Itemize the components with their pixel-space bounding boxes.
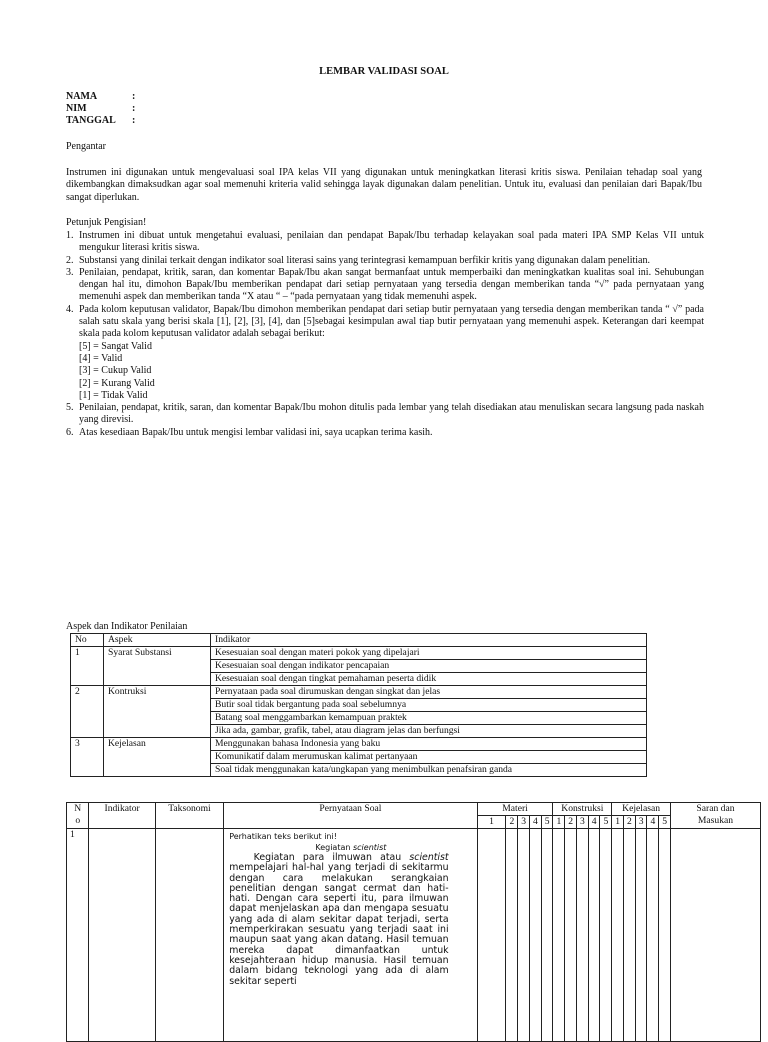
list-item (66, 230, 704, 255)
header-no (67, 803, 89, 829)
list-item (66, 304, 704, 402)
scale-number: 5 (659, 816, 671, 829)
intro-paragraph: Instrumen ini digunakan untuk mengevaluasi soal IPA kelas VII yang digunakan untuk meningkatkan literasi kritis siswa. Penilaian tehadap soal yang dikembangkan dimaksudkan agar soal memenuhi kriteria valid sehingga layak digunakan dalam penelitian. Untuk itu, evaluasi dan penilaian dari Bapak/Ibu sangat diperlukan. (66, 167, 702, 203)
scale-item: [3] = Cukup Valid (79, 365, 152, 377)
indikator-cell: Pernyataan pada soal dirumuskan dengan singkat dan jelas (211, 686, 647, 699)
header-saran-bottom: Masukan (697, 815, 734, 826)
identity-sep: : (132, 115, 136, 126)
soal-title-italic: scientist (352, 843, 387, 852)
identity-sep: : (132, 91, 136, 102)
aspek-no: 3 (71, 738, 104, 777)
scale-number: 2 (506, 816, 518, 829)
header-materi: Materi (477, 803, 553, 816)
soal-title-prefix: Kegiatan (315, 843, 353, 852)
aspek-name: Syarat Substansi (104, 647, 211, 686)
scale-number: 5 (541, 816, 553, 829)
header-indikator: Indikator (211, 634, 647, 647)
list-number: 4. (66, 303, 74, 315)
scale-number: 1 (612, 816, 624, 829)
indikator-cell: Batang soal menggambarkan kemampuan praktek (211, 712, 647, 725)
petunjuk-heading: Petunjuk Pengisian! (66, 217, 147, 228)
table-header-row (71, 634, 647, 647)
list-number: 6. (66, 426, 74, 438)
scale-number: 1 (477, 816, 506, 829)
identity-nim (66, 103, 135, 115)
aspek-caption: Aspek dan Indikator Penilaian (66, 621, 188, 632)
validation-table (66, 802, 761, 1042)
saran-input-cell[interactable] (670, 829, 760, 1042)
indikator-cell: Butir soal tidak bergantung pada soal sebelumnya (211, 699, 647, 712)
scale-number: 1 (553, 816, 565, 829)
konstruksi-score-2[interactable] (565, 829, 577, 1042)
document-title: LEMBAR VALIDASI SOAL (319, 66, 449, 77)
table-row (67, 829, 761, 1042)
header-konstruksi: Konstruksi (553, 803, 612, 816)
indikator-cell: Kesesuaian soal dengan materi pokok yang dipelajari (211, 647, 647, 660)
header-kejelasan: Kejelasan (612, 803, 671, 816)
materi-score-5[interactable] (541, 829, 553, 1042)
identity-nama (66, 91, 135, 103)
materi-score-4[interactable] (529, 829, 541, 1042)
soal-para-part: mempelajari hal-hal yang terjadi di sekitarmu dengan cara melakukan serangkaian penelitian dengan sangat cermat dan hati-hati. Dengan cara seperti itu, para ilmuwan dapat menjelaskan apa dan mengapa sesuatu yang ada di alam sekitar dapat terjadi, serta memperkirakan sesuatu yang terjadi saat ini maupun saat yang akan datang. Hasil temuan mereka dapat dimanfaatkan untuk kesejahteraan hidup manusia. Hasil temuan dalam bidang teknologi yang ada di alam sekitar seperti (229, 862, 449, 987)
indikator-cell: Soal tidak menggunakan kata/ungkapan yang menimbulkan penafsiran ganda (211, 764, 647, 777)
table-row (71, 686, 647, 699)
list-text: Pada kolom keputusan validator, Bapak/Ibu dimohon memberikan pendapat dari setiap butir pernyataan yang tersedia dengan memberikan tanda “ √” pada salah satu skala yang berisi skala [1], [2], [3], [4], dan [5]sebagai kesimpulan awal tiap butir pernyataan yang memenuhi aspek. Keterangan dari keempat skala pada kolom keputusan validator adalah sebagai berikut: (79, 303, 704, 340)
identity-tanggal (66, 115, 135, 127)
header-indikator: Indikator (89, 803, 155, 829)
list-number: 1. (66, 230, 74, 241)
indikator-cell: Komunikatif dalam merumuskan kalimat pertanyaan (211, 751, 647, 764)
header-pernyataan: Pernyataan Soal (224, 803, 477, 829)
scale-number: 4 (529, 816, 541, 829)
soal-intro: Perhatikan teks berikut ini! (229, 832, 337, 841)
scale-number: 2 (623, 816, 635, 829)
list-number: 3. (66, 266, 74, 278)
list-number: 5. (66, 402, 74, 414)
list-text: Instrumen ini dibuat untuk mengetahui evaluasi, penilaian dan pendapat Bapak/Ibu terhadap kelayakan soal pada materi IPA SMP Kelas VII untuk mengukur literasi kritis siswa. (79, 230, 704, 254)
list-text: Penilaian, pendapat, kritik, saran, dan komentar Bapak/Ibu mohon ditulis pada lembar yang telah disediakan atau menuliskan secara langsung pada naskah yang direvisi. (79, 402, 704, 426)
konstruksi-score-4[interactable] (588, 829, 600, 1042)
header-aspek: Aspek (104, 634, 211, 647)
header-saran-top: Saran dan (696, 803, 735, 814)
aspek-name: Kejelasan (104, 738, 211, 777)
scale-item: [1] = Tidak Valid (79, 389, 148, 401)
aspek-name: Kontruksi (104, 686, 211, 738)
identity-label: TANGGAL (66, 115, 116, 126)
konstruksi-score-1[interactable] (553, 829, 565, 1042)
kejelasan-score-2[interactable] (623, 829, 635, 1042)
table-row (71, 647, 647, 660)
kejelasan-score-1[interactable] (612, 829, 624, 1042)
petunjuk-list (66, 230, 704, 439)
materi-score-1[interactable] (477, 829, 506, 1042)
scale-item: [2] = Kurang Valid (79, 377, 155, 389)
header-no-bottom: o (75, 815, 81, 826)
aspek-no: 2 (71, 686, 104, 738)
list-number: 2. (66, 254, 74, 266)
indikator-cell: Jika ada, gambar, grafik, tabel, atau diagram jelas dan berfungsi (211, 725, 647, 738)
list-item (66, 267, 704, 304)
materi-score-2[interactable] (506, 829, 518, 1042)
soal-cell (224, 829, 477, 1042)
scale-number: 4 (588, 816, 600, 829)
list-item (66, 427, 704, 439)
aspek-indikator-table (70, 633, 647, 777)
indikator-input-cell[interactable] (89, 829, 155, 1042)
scale-item: [4] = Valid (79, 352, 123, 364)
kejelasan-score-3[interactable] (635, 829, 647, 1042)
list-item (66, 402, 704, 427)
scale-number: 4 (647, 816, 659, 829)
soal-para-part: Kegiatan para ilmuwan atau (253, 852, 410, 863)
scale-number: 3 (576, 816, 588, 829)
identity-sep: : (132, 103, 136, 114)
materi-score-3[interactable] (518, 829, 530, 1042)
identity-label: NAMA (66, 91, 98, 102)
konstruksi-score-3[interactable] (576, 829, 588, 1042)
soal-paragraph (229, 853, 472, 987)
table-header-row (67, 803, 761, 816)
scale-number: 2 (565, 816, 577, 829)
soal-para-italic: scientist (409, 852, 449, 863)
indikator-cell: Menggunakan bahasa Indonesia yang baku (211, 738, 647, 751)
list-text: Substansi yang dinilai terkait dengan indikator soal literasi sains yang terintegrasi kemampuan berfikir kritis yang digunakan dalam penelitian. (79, 254, 650, 266)
header-no-top: N (74, 803, 82, 814)
taksonomi-input-cell[interactable] (155, 829, 223, 1042)
aspek-no: 1 (71, 647, 104, 686)
scale-number: 3 (518, 816, 530, 829)
kejelasan-score-5[interactable] (659, 829, 671, 1042)
konstruksi-score-5[interactable] (600, 829, 612, 1042)
identity-label: NIM (66, 103, 87, 114)
indikator-cell: Kesesuaian soal dengan indikator pencapaian (211, 660, 647, 673)
indikator-cell: Kesesuaian soal dengan tingkat pemahaman peserta didik (211, 673, 647, 686)
pengantar-heading: Pengantar (66, 141, 106, 152)
list-text: Atas kesediaan Bapak/Ibu untuk mengisi lembar validasi ini, saya ucapkan terima kasih. (79, 426, 433, 438)
scale-number: 5 (600, 816, 612, 829)
identity-block (66, 91, 135, 127)
scale-number: 3 (635, 816, 647, 829)
kejelasan-score-4[interactable] (647, 829, 659, 1042)
header-no: No (71, 634, 104, 647)
list-item (66, 255, 704, 267)
list-text: Penilaian, pendapat, kritik, saran, dan komentar Bapak/Ibu akan sangat bermanfaat untuk memperbaiki dan meningkatkan kualitas soal ini. Sehubungan dengan hal itu, dimohon Bapak/Ibu memberikan pendapat dari setiap pernyataan yang tersedia dengan memberikan tanda “√” pada pernyataan yang memenuhi aspek dan memberikan tanda “X atau “ – “pada pernyataan yang tidak memenuhi aspek. (79, 266, 704, 303)
scale-item: [5] = Sangat Valid (79, 340, 152, 352)
table-row (71, 738, 647, 751)
row-number: 1 (67, 829, 89, 1042)
header-saran (670, 803, 760, 829)
header-taksonomi: Taksonomi (155, 803, 223, 829)
